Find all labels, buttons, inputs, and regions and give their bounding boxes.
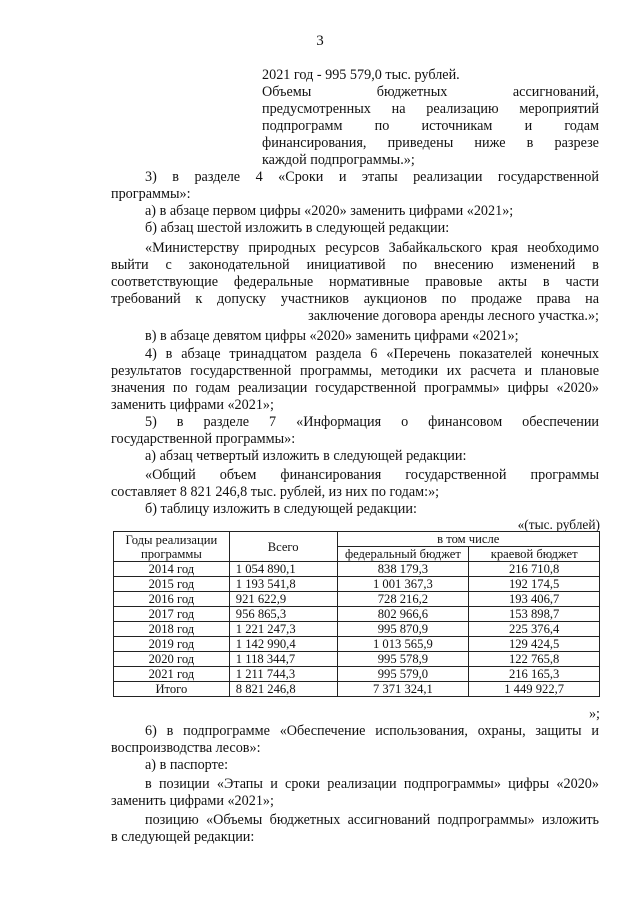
table-row (114, 607, 600, 622)
item-5b: б) таблицу изложить в следующей редакции: (145, 501, 417, 517)
cell-total: 956 865,3 (229, 607, 337, 622)
cell-total: 1 211 744,3 (229, 667, 337, 682)
table-row (114, 667, 600, 682)
text-line: воспроизводства лесов»: (111, 740, 261, 756)
cell-regional: 129 424,5 (469, 637, 600, 652)
text-line: программы»: (111, 186, 191, 202)
table-close-quote: »; (588, 706, 600, 722)
text-line: результатов государственной программы, методики их расчета и плановые (111, 363, 599, 379)
cell-total: 8 821 246,8 (229, 682, 337, 697)
quote-line: соответствующие федеральные нормативные правовые акты в части (111, 274, 599, 290)
cell-federal: 1 001 367,3 (337, 577, 469, 592)
paragraph-4: 4) в абзаце тринадцатом раздела 6 «Перечень показателей конечных (145, 346, 599, 362)
cell-regional: 216 710,8 (469, 562, 600, 577)
header-federal: федеральный бюджет (337, 547, 469, 562)
text-line: финансирования, приведены ниже в разрезе (262, 135, 599, 151)
cell-total: 1 054 890,1 (229, 562, 337, 577)
cell-total: 1 193 541,8 (229, 577, 337, 592)
cell-year: 2021 год (114, 667, 230, 682)
cell-federal: 838 179,3 (337, 562, 469, 577)
text-line: заменить цифрами «2021»; (111, 397, 274, 413)
item-a: а) в абзаце первом цифры «2020» заменить цифрами «2021»; (145, 203, 514, 219)
financing-table (113, 531, 600, 697)
cell-federal: 1 013 565,9 (337, 637, 469, 652)
cell-federal: 995 578,9 (337, 652, 469, 667)
position-stages: в позиции «Этапы и сроки реализации подпрограммы» цифры «2020» (145, 776, 599, 792)
cell-federal: 995 870,9 (337, 622, 469, 637)
cell-federal: 7 371 324,1 (337, 682, 469, 697)
text-line: предусмотренных на реализацию мероприятий (262, 101, 599, 117)
table-row (114, 637, 600, 652)
text-line: 2021 год - 995 579,0 тыс. рублей. (262, 67, 460, 83)
quote-line: «Министерству природных ресурсов Забайкальского края необходимо (145, 240, 599, 256)
cell-regional: 192 174,5 (469, 577, 600, 592)
cell-year: 2020 год (114, 652, 230, 667)
unit-label: «(тыс. рублей) (517, 517, 600, 532)
header-years: Годы реализации программы (114, 532, 230, 562)
table-row (114, 577, 600, 592)
text-line: каждой подпрограммы.»; (262, 152, 415, 168)
quote-line: «Общий объем финансирования государственной программы (145, 467, 599, 483)
cell-total: 1 221 247,3 (229, 622, 337, 637)
cell-federal: 995 579,0 (337, 667, 469, 682)
cell-year: Итого (114, 682, 230, 697)
cell-year: 2017 год (114, 607, 230, 622)
position-budget: позицию «Объемы бюджетных ассигнований подпрограммы» изложить (145, 812, 599, 828)
cell-regional: 153 898,7 (469, 607, 600, 622)
cell-year: 2018 год (114, 622, 230, 637)
text-line: подпрограмм по источникам и годам (262, 118, 599, 134)
cell-regional: 1 449 922,7 (469, 682, 600, 697)
paragraph-6: 6) в подпрограмме «Обеспечение использования, охраны, защиты и (145, 723, 599, 739)
cell-regional: 225 376,4 (469, 622, 600, 637)
item-b: б) абзац шестой изложить в следующей редакции: (145, 220, 450, 236)
table-row-total (114, 682, 600, 697)
header-regional: краевой бюджет (469, 547, 600, 562)
quote-line: требований к допуску участников аукционов по продаже права на (111, 291, 599, 307)
paragraph-3: 3) в разделе 4 «Сроки и этапы реализации государственной (145, 169, 599, 185)
header-including: в том числе (337, 532, 599, 547)
cell-year: 2016 год (114, 592, 230, 607)
cell-federal: 728 216,2 (337, 592, 469, 607)
page-number: 3 (316, 33, 324, 49)
header-total: Всего (229, 532, 337, 562)
text-line: заменить цифрами «2021»; (111, 793, 274, 809)
cell-year: 2014 год (114, 562, 230, 577)
quote-line: заключение договора аренды лесного участка.»; (308, 308, 599, 324)
item-5a: а) абзац четвертый изложить в следующей редакции: (145, 448, 467, 464)
cell-year: 2019 год (114, 637, 230, 652)
paragraph-5: 5) в разделе 7 «Информация о финансовом обеспечении (145, 414, 599, 430)
cell-total: 921 622,9 (229, 592, 337, 607)
text-line: Объемы бюджетных ассигнований, (262, 84, 599, 100)
text-line: значения по годам реализации государственной программы» цифры «2020» (111, 380, 599, 396)
cell-total: 1 118 344,7 (229, 652, 337, 667)
table-row (114, 652, 600, 667)
text-line: государственной программы»: (111, 431, 296, 447)
item-v: в) в абзаце девятом цифры «2020» заменить цифрами «2021»; (145, 328, 519, 344)
cell-regional: 122 765,8 (469, 652, 600, 667)
cell-regional: 216 165,3 (469, 667, 600, 682)
quote-line: составляет 8 821 246,8 тыс. рублей, из них по годам:»; (111, 484, 440, 500)
cell-regional: 193 406,7 (469, 592, 600, 607)
cell-total: 1 142 990,4 (229, 637, 337, 652)
item-6a: а) в паспорте: (145, 757, 229, 773)
text-line: в следующей редакции: (111, 829, 255, 845)
cell-federal: 802 966,6 (337, 607, 469, 622)
table-row (114, 562, 600, 577)
cell-year: 2015 год (114, 577, 230, 592)
quote-line: выйти с законодательной инициативой по внесению изменений в (111, 257, 599, 273)
table-row (114, 622, 600, 637)
table-row (114, 592, 600, 607)
